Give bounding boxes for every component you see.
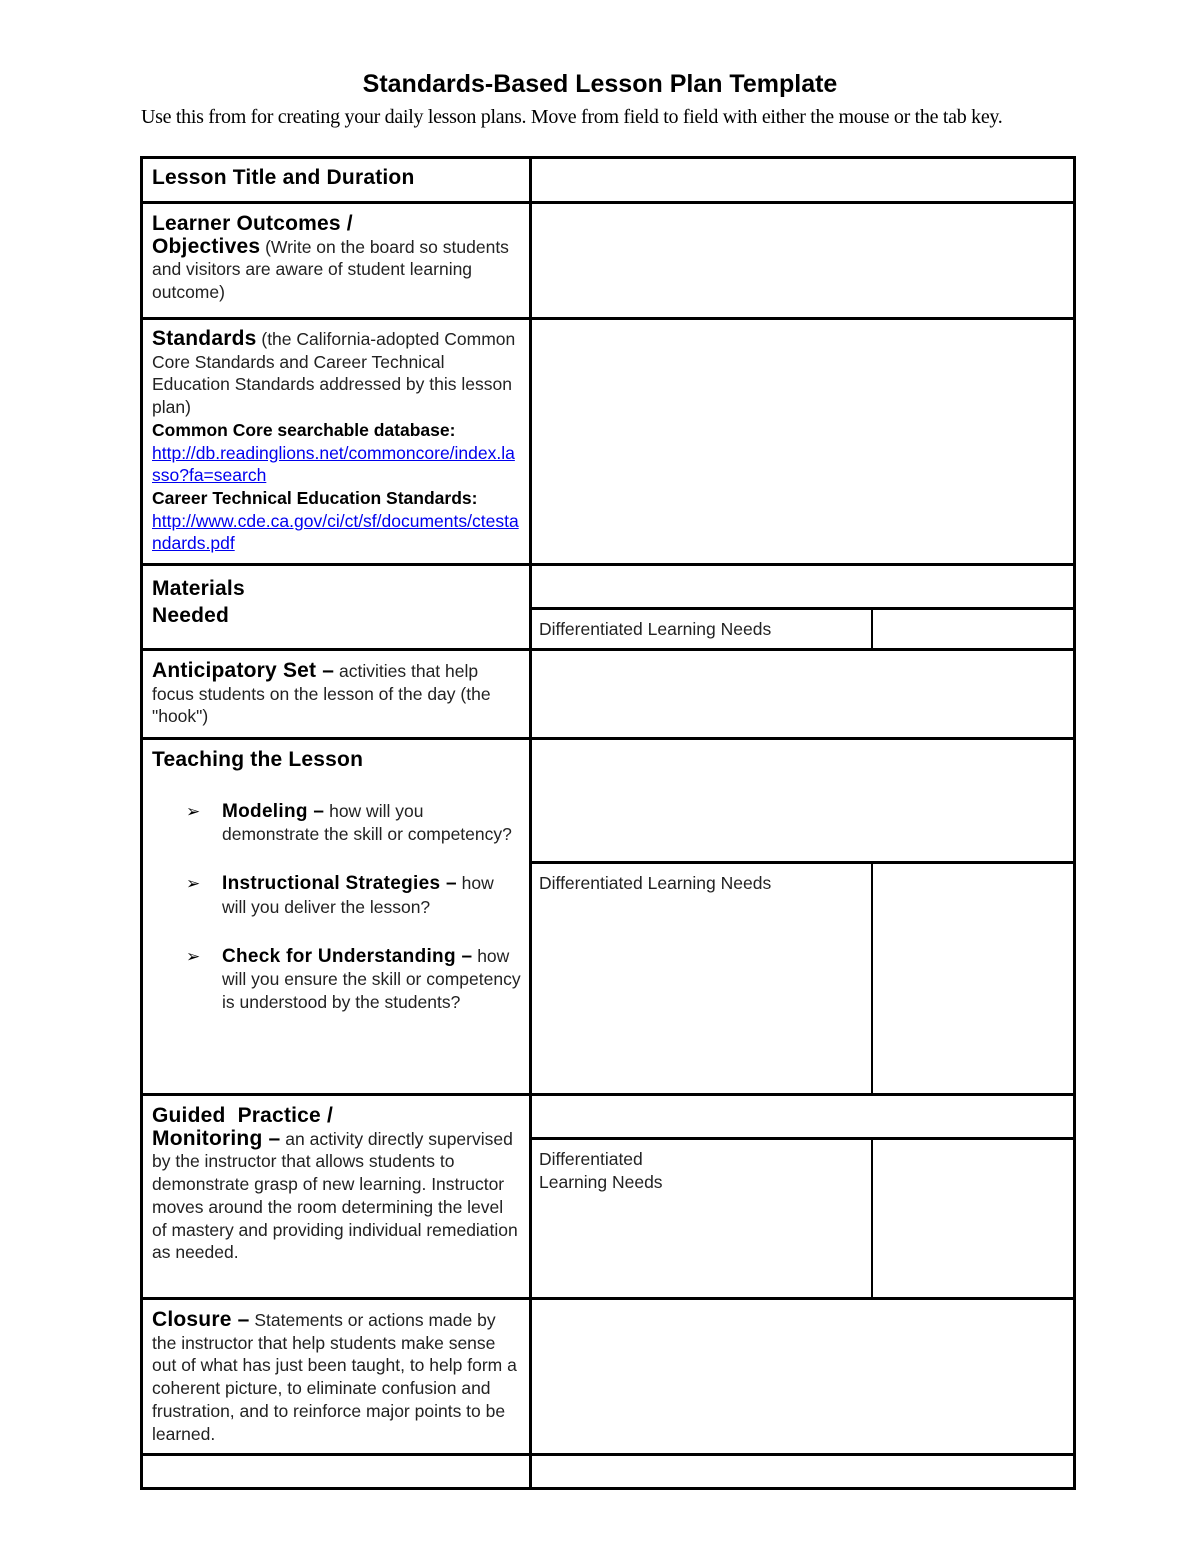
row-standards [143, 317, 1073, 563]
guided-diff-row [532, 1140, 1073, 1297]
guided-diff-label-cell [532, 1140, 873, 1297]
row-closure [143, 1297, 1073, 1453]
arrow-bullet-icon: ➢ [186, 946, 201, 966]
bullet-modeling [152, 800, 521, 846]
anticipatory-description: activities that help focus students on the lesson of the day (the "hook") [152, 661, 491, 727]
materials-label-cell [143, 566, 532, 648]
extra-label-field[interactable] [143, 1456, 532, 1487]
lesson-plan-table [140, 156, 1076, 1490]
teaching-label: Teaching the Lesson [152, 748, 364, 771]
materials-field[interactable] [532, 566, 1073, 610]
closure-label: Closure – [152, 1308, 250, 1331]
common-core-link[interactable]: http://db.readinglions.net/commoncore/index.lasso?fa=search [152, 442, 515, 486]
materials-right [532, 566, 1073, 648]
bullet-check-understanding [152, 945, 521, 1014]
guided-diff-field[interactable] [873, 1140, 1073, 1297]
anticipatory-label-cell [143, 651, 532, 737]
materials-label-line2: Needed [152, 604, 230, 627]
row-lesson-title [143, 159, 1073, 201]
bullet-instructional-strategies [152, 872, 521, 918]
page-title: Standards-Based Lesson Plan Template [362, 70, 838, 98]
lesson-title-label-cell [143, 159, 532, 201]
guided-field[interactable] [532, 1096, 1073, 1140]
guided-right [532, 1096, 1073, 1297]
guided-diff-label-line1: Differentiated [539, 1149, 643, 1169]
check-title: Check for Understanding – [222, 945, 473, 967]
standards-label-cell [143, 320, 532, 563]
teaching-diff-field[interactable] [873, 864, 1073, 1093]
extra-value-field[interactable] [532, 1456, 1073, 1487]
outcomes-label-line2: Objectives [152, 234, 261, 258]
outcomes-label-cell [143, 204, 532, 317]
row-anticipatory-set [143, 648, 1073, 737]
modeling-text: how will you demonstrate the skill or competency? [222, 800, 512, 845]
outcomes-field[interactable] [532, 204, 1073, 317]
modeling-title: Modeling – [222, 800, 325, 822]
lesson-title-label: Lesson Title and Duration [152, 166, 415, 189]
teaching-diff-label: Differentiated Learning Needs [532, 864, 873, 1093]
anticipatory-label: Anticipatory Set – [152, 659, 335, 682]
arrow-bullet-icon: ➢ [186, 801, 201, 821]
row-guided-practice [143, 1093, 1073, 1297]
teaching-right [532, 740, 1073, 1093]
cte-label: Career Technical Education Standards: [152, 487, 478, 508]
guided-label-cell [143, 1096, 532, 1297]
arrow-bullet-icon: ➢ [186, 874, 201, 894]
teaching-diff-row [532, 864, 1073, 1093]
row-materials [143, 563, 1073, 648]
teaching-field[interactable] [532, 740, 1073, 864]
guided-label-line1: Guided Practice / [152, 1104, 333, 1127]
common-core-label: Common Core searchable database: [152, 419, 456, 440]
lesson-title-field[interactable] [532, 159, 1073, 201]
standards-field[interactable] [532, 320, 1073, 563]
standards-description: (the California-adopted Common Core Standards and Career Technical Education Standards addressed by this lesson plan) [152, 329, 516, 418]
check-text: how will you ensure the skill or competency is understood by the students? [222, 945, 521, 1012]
materials-diff-row [532, 610, 1073, 648]
closure-field[interactable] [532, 1300, 1073, 1453]
guided-diff-label-line2: Learning Needs [539, 1171, 663, 1192]
guided-description: an activity directly supervised by the instructor that allows students to demonstrate grasp of new learning. Instructor moves around the room determining the level of mastery and providing individual remediation as needed. [152, 1128, 518, 1263]
materials-label-line1: Materials [152, 577, 245, 600]
teaching-label-cell [143, 740, 532, 1093]
closure-label-cell [143, 1300, 532, 1453]
closure-description: Statements or actions made by the instructor that help students make sense out of what has just been taught, to help form a coherent picture, to eliminate confusion and frustration, and to reinforce major points to be learned. [152, 1310, 517, 1444]
intro-text: Use this from for creating your daily lesson plans. Move from field to field with either the mouse or the tab key. [141, 106, 1003, 128]
strategies-title: Instructional Strategies – [222, 873, 457, 895]
row-outcomes [143, 201, 1073, 317]
outcomes-label-line1: Learner Outcomes / [152, 212, 353, 235]
strategies-text: how will you deliver the lesson? [222, 873, 494, 917]
guided-label-line2: Monitoring – [152, 1126, 281, 1150]
standards-label: Standards [152, 327, 257, 350]
row-teaching [143, 737, 1073, 1093]
cte-link[interactable]: http://www.cde.ca.gov/ci/ct/sf/documents/ctestandards.pdf [152, 510, 519, 554]
outcomes-description: (Write on the board so students and visitors are aware of student learning outcome) [152, 236, 509, 303]
materials-diff-label: Differentiated Learning Needs [532, 610, 873, 648]
row-extra [143, 1453, 1073, 1487]
materials-diff-field[interactable] [873, 610, 1073, 648]
anticipatory-field[interactable] [532, 651, 1073, 737]
